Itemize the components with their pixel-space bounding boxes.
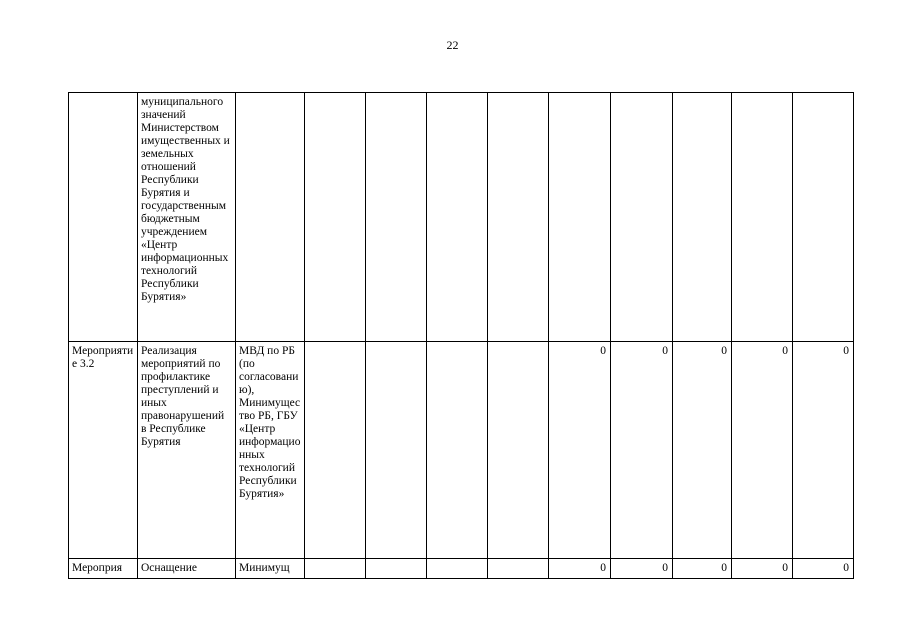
page-number: 22: [446, 38, 459, 52]
cell-value: [673, 93, 732, 342]
cell-value: [611, 93, 673, 342]
cell-value: [305, 559, 366, 579]
cell-status: Мероприятие 3.2: [69, 342, 138, 559]
cell-value: [488, 342, 549, 559]
cell-description: Оснащение: [138, 559, 236, 579]
table-row: [69, 559, 854, 579]
cell-value: 0: [611, 559, 673, 579]
cell-value: 0: [793, 342, 854, 559]
cell-value: [305, 342, 366, 559]
cell-value: [488, 93, 549, 342]
cell-value: [549, 93, 611, 342]
cell-value: [793, 93, 854, 342]
program-measures-table: [68, 92, 854, 579]
cell-value: 0: [549, 559, 611, 579]
cell-status: Мероприя: [69, 559, 138, 579]
cell-value: [366, 93, 427, 342]
cell-value: [427, 93, 488, 342]
cell-value: [427, 559, 488, 579]
cell-value: 0: [611, 342, 673, 559]
cell-value: 0: [732, 342, 793, 559]
table-row: [69, 342, 854, 559]
cell-executor: Минимущ: [236, 559, 305, 579]
table-row: [69, 93, 854, 342]
cell-executor: [236, 93, 305, 342]
cell-value: [732, 93, 793, 342]
cell-value: [366, 342, 427, 559]
cell-status: [69, 93, 138, 342]
cell-value: 0: [793, 559, 854, 579]
cell-executor: МВД по РБ (по согласованию), Минимущество РБ, ГБУ «Центр информационных технологий Республики Бурятия»: [236, 342, 305, 559]
cell-value: [488, 559, 549, 579]
cell-value: [366, 559, 427, 579]
cell-value: 0: [549, 342, 611, 559]
cell-description: Реализация мероприятий по профилактике преступлений и иных правонарушений в Республике Бурятия: [138, 342, 236, 559]
cell-value: [305, 93, 366, 342]
cell-description: муниципального значений Министерством имущественных и земельных отношений Республики Бурятия и государственным бюджетным учреждением «Центр информационных технологий Республики Бурятия»: [138, 93, 236, 342]
cell-value: [427, 342, 488, 559]
cell-value: 0: [732, 559, 793, 579]
cell-value: 0: [673, 342, 732, 559]
cell-value: 0: [673, 559, 732, 579]
